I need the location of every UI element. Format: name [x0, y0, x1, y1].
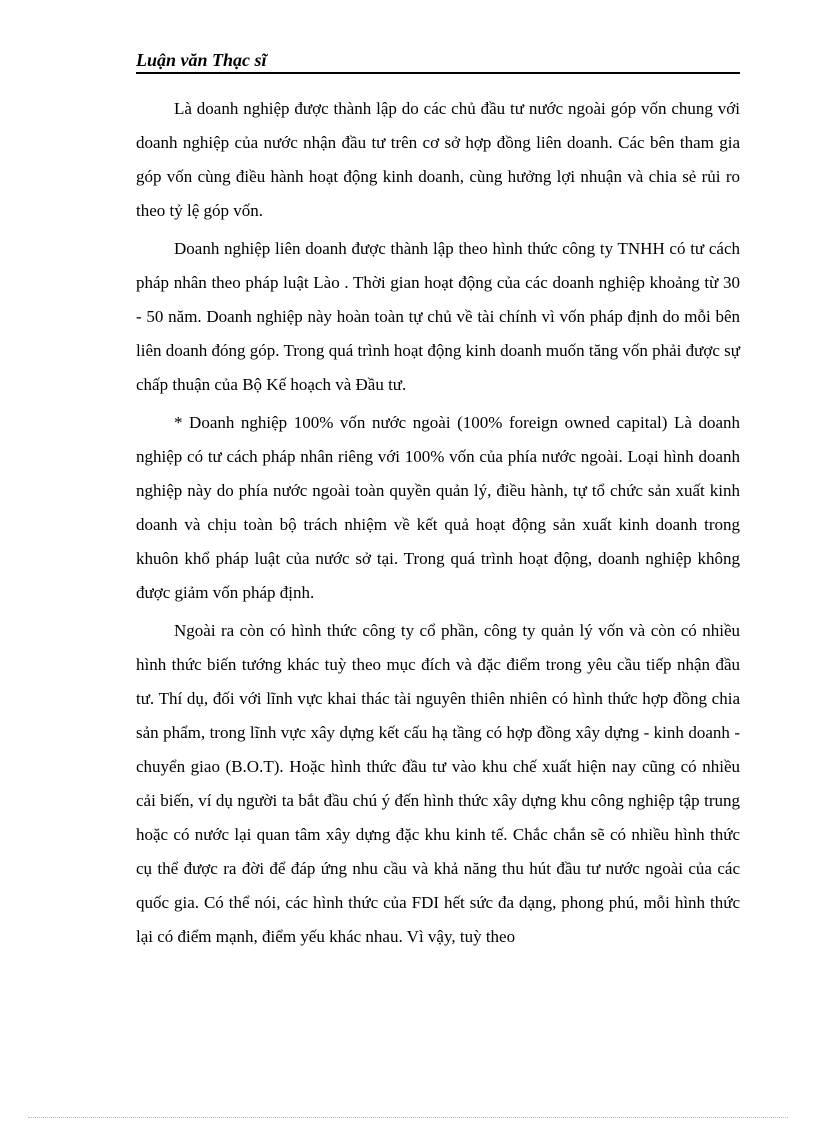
paragraph-other-forms: Ngoài ra còn có hình thức công ty cổ phần, công ty quản lý vốn và còn có nhiều hình thức biến tướng khác tuỳ theo mục đích và đặc điểm trong yêu cầu tiếp nhận đầu tư. Thí dụ, đối với lĩnh vực khai thác tài nguyên thiên nhiên có hình thức hợp đồng chia sản phẩm, trong lĩnh vực xây dựng kết cấu hạ tầng có hợp đồng xây dựng - kinh doanh - chuyển giao (B.O.T). Hoặc hình thức đầu tư vào khu chế xuất hiện nay cũng có nhiều cải biến, ví dụ người ta bắt đầu chú ý đến hình thức xây dựng khu công nghiệp tập trung hoặc có nước lại quan tâm xây dựng đặc khu kinh tế. Chắc chắn sẽ có nhiều hình thức cụ thể được ra đời để đáp ứng nhu cầu và khả năng thu hút đầu tư nước ngoài của các quốc gia. Có thể nói, các hình thức của FDI hết sức đa dạng, phong phú, mỗi hình thức lại có điểm mạnh, điểm yếu khác nhau. Vì vậy, tuỳ theo — [136, 621, 740, 946]
header-title: Luận văn Thạc sĩ — [136, 50, 267, 70]
page-header — [136, 48, 740, 74]
paragraph-joint-venture-details: Doanh nghiệp liên doanh được thành lập theo hình thức công ty TNHH có tư cách pháp nhân theo pháp luật Lào . Thời gian hoạt động của các doanh nghiệp khoảng từ 30 - 50 năm. Doanh nghiệp này hoàn toàn tự chủ về tài chính vì vốn pháp định do mỗi bên liên doanh đóng góp. Trong quá trình hoạt động kinh doanh muốn tăng vốn phải được sự chấp thuận của Bộ Kế hoạch và Đầu tư. — [136, 239, 740, 394]
page-bottom-divider — [28, 1117, 788, 1118]
paragraph-foreign-owned: * Doanh nghiệp 100% vốn nước ngoài (100% foreign owned capital) Là doanh nghiệp có tư cách pháp nhân riêng với 100% vốn của phía nước ngoài. Loại hình doanh nghiệp này do phía nước ngoài toàn quyền quản lý, điều hành, tự tổ chức sản xuất kinh doanh và chịu toàn bộ trách nhiệm về kết quả hoạt động sản xuất kinh doanh trong khuôn khổ pháp luật của nước sở tại. Trong quá trình hoạt động, doanh nghiệp không được giảm vốn pháp định. — [136, 413, 740, 602]
document-body — [136, 92, 740, 958]
paragraph-joint-venture-definition: Là doanh nghiệp được thành lập do các chủ đầu tư nước ngoài góp vốn chung với doanh nghiệp của nước nhận đầu tư trên cơ sở hợp đồng liên doanh. Các bên tham gia góp vốn cùng điều hành hoạt động kinh doanh, cùng hưởng lợi nhuận và chia sẻ rủi ro theo tỷ lệ góp vốn. — [136, 99, 740, 220]
